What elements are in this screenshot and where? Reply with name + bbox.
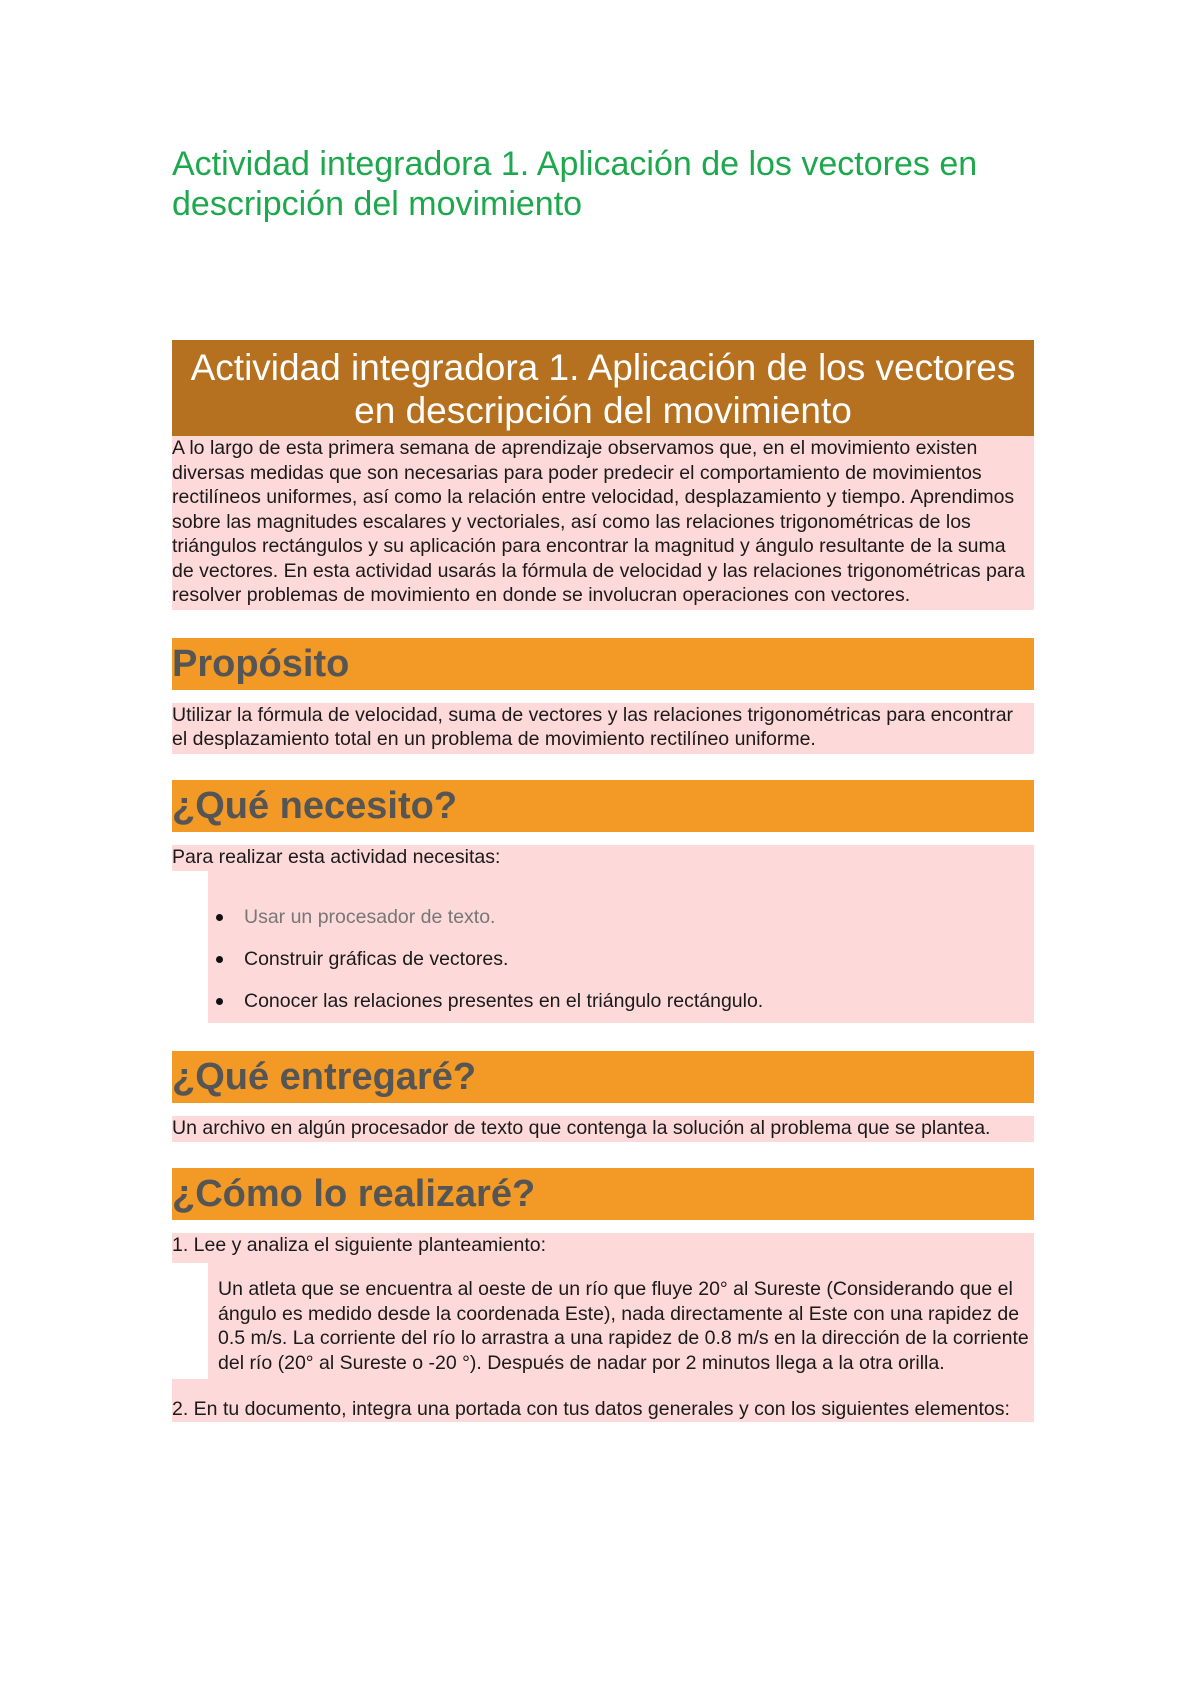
document-body: [172, 340, 1034, 1422]
requirements-list: [172, 897, 1034, 1023]
section-heading-proposito: Propósito: [172, 638, 1034, 690]
list-item-text: Usar un procesador de texto.: [244, 906, 496, 929]
list-item-text: Conocer las relaciones presentes en el triángulo rectángulo.: [244, 990, 764, 1013]
section-heading-necesito: ¿Qué necesito?: [172, 780, 1034, 832]
activity-banner-title: Actividad integradora 1. Aplicación de los vectores en descripción del movimiento: [172, 340, 1034, 436]
entregare-text: Un archivo en algún procesador de texto que contenga la solución al problema que se plantea.: [172, 1116, 1034, 1143]
intro-paragraph: A lo largo de esta primera semana de aprendizaje observamos que, en el movimiento existen diversas medidas que son necesarias para poder predecir el comportamiento de movimientos rectilíneos uniformes, así como la relación entre velocidad, desplazamiento y tiempo. Aprendimos sobre las magnitudes escalares y vectoriales, así como las relaciones trigonométricas de los triángulos rectángulos y su aplicación para encontrar la magnitud y ángulo resultante de la suma de vectores. En esta actividad usarás la fórmula de velocidad y las relaciones trigonométricas para resolver problemas de movimiento en donde se involucran operaciones con vectores.: [172, 436, 1034, 610]
spacer: [172, 871, 1034, 897]
problem-statement: Un atleta que se encuentra al oeste de un río que fluye 20° al Sureste (Considerando que el ángulo es medido desde la coordenada Este), nada directamente al Este con una rapidez de 0.5 m/s. La corriente del río lo arrastra a una rapidez de 0.8 m/s en la dirección de la corriente del río (20° al Sureste o -20 °). Después de nadar por 2 minutos llega a la otra orilla.: [208, 1263, 1034, 1379]
bullet-icon: [216, 998, 223, 1005]
page-title: Actividad integradora 1. Aplicación de los vectores en descripción del movimiento: [172, 145, 978, 223]
list-item: [208, 981, 1034, 1023]
proposito-text: Utilizar la fórmula de velocidad, suma de vectores y las relaciones trigonométricas para encontrar el desplazamiento total en un problema de movimiento rectilíneo uniforme.: [172, 703, 1034, 754]
requirements-block: [172, 845, 1034, 1023]
step-1-text: 1. Lee y analiza el siguiente planteamiento:: [172, 1233, 1034, 1263]
requirements-lead: Para realizar esta actividad necesitas:: [172, 845, 1034, 871]
bullet-icon: [216, 914, 223, 921]
list-item-text: Construir gráficas de vectores.: [244, 948, 509, 971]
problem-statement-block: [172, 1263, 1034, 1379]
step-2-text: 2. En tu documento, integra una portada con tus datos generales y con los siguientes elementos:: [172, 1379, 1034, 1422]
bullet-icon: [216, 956, 223, 963]
section-heading-realizare: ¿Cómo lo realizaré?: [172, 1168, 1034, 1220]
section-heading-entregare: ¿Qué entregaré?: [172, 1051, 1034, 1103]
list-item: [208, 939, 1034, 981]
list-item: [208, 897, 1034, 939]
